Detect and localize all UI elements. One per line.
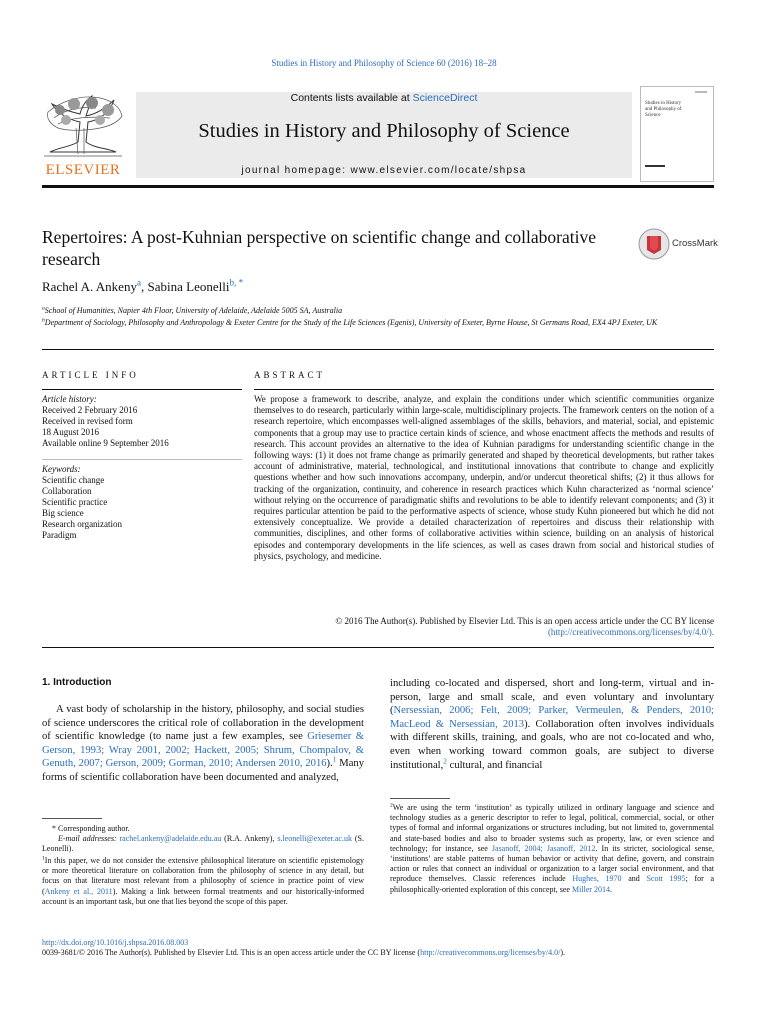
affiliation-mark: a <box>42 305 45 312</box>
footnote-2 <box>390 803 714 895</box>
body-text: A vast body of scholarship in the history, philosophy, and social studies of science underscores the critical role of collaboration in the development of scientific knowledge (to name just a few examples, see <box>42 704 364 743</box>
crossmark-badge[interactable] <box>638 228 728 260</box>
intro-paragraph <box>42 703 364 785</box>
footnote-separator <box>390 798 450 799</box>
author-name: Rachel A. Ankeny <box>42 279 137 294</box>
footnote-text: (R.A. Ankeny), <box>221 834 278 844</box>
elsevier-wordmark: ELSEVIER <box>45 162 121 178</box>
body-text: including co-located and dispersed, short and long-term, virtual and in-person, large and small scale, and even voluntary and involuntary ( <box>390 678 714 717</box>
abstract-bottom-rule <box>42 647 714 648</box>
article-history <box>42 394 242 449</box>
issn-line <box>42 948 722 957</box>
crossmark-icon <box>638 228 670 260</box>
history-item: Available online 9 September 2016 <box>42 438 169 448</box>
citation-link[interactable]: Miller 2014 <box>571 884 610 894</box>
email-link[interactable]: s.leonelli@exeter.ac.uk <box>277 834 352 844</box>
affiliation-marker[interactable]: b, * <box>229 277 244 288</box>
citation-link[interactable]: Jasanoff, 2004; Jasanoff, 2012 <box>491 843 596 853</box>
elsevier-logo[interactable] <box>40 92 126 180</box>
footnote-text: ). Making a link between formal treatments and our historically-informed account is an important task, but one that lies beyond the scope of this paper. <box>42 886 365 906</box>
citation-link[interactable]: Nersessian, 2006; Felt, 2009; Parker, Vermeulen, & Penders, 2010; MacLeod & Nersessian, 2013 <box>390 705 714 730</box>
citation-link[interactable]: Ankeny et al., 2011 <box>44 886 113 896</box>
journal-title: Studies in History and Philosophy of Science <box>198 120 570 142</box>
citation-link[interactable]: Hughes, 1970 <box>572 874 622 884</box>
keywords-label: Keywords: <box>42 464 81 474</box>
footnote-marker[interactable]: 2 <box>443 756 447 766</box>
author-list: Rachel A. Ankeny$^a$, Sabina Leonelli$^{b, *}$ <box>42 277 244 294</box>
keyword: Scientific change <box>42 475 105 485</box>
contents-line <box>136 92 632 104</box>
footnote-text: . <box>609 884 612 894</box>
section-heading-introduction: 1. Introduction <box>42 677 112 688</box>
keyword: Big science <box>42 508 84 518</box>
keyword: Paradigm <box>42 530 77 540</box>
footnote-text: and <box>621 874 647 884</box>
journal-homepage[interactable]: journal homepage: www.elsevier.com/locate/shpsa <box>241 165 527 176</box>
corresponding-author-note <box>42 824 364 855</box>
affiliation-b <box>42 317 672 328</box>
history-label: Article history: <box>42 394 97 404</box>
history-item: Received 2 February 2016 <box>42 405 138 415</box>
crossmark-label: CrossMark <box>672 238 718 249</box>
affiliation-text: Department of Sociology, Philosophy and Anthropology & Exeter Centre for the Study of the Life Sciences (Egenis), University of Exeter, Byrne House, St Germans Road, EX4 4PJ Exeter, UK <box>44 318 658 327</box>
doi-link[interactable]: http://dx.doi.org/10.1016/j.shpsa.2016.08.003 <box>42 938 189 947</box>
citation-link[interactable]: Griesemer & Gerson, 1993; Wray 2001, 2002; Hackett, 2005; Shrum, Chompalov, & Genuth, 2007; Gerson, 2009; Gorman, 2010; Andersen 2010, 2016 <box>42 731 364 770</box>
affiliation-a <box>42 305 672 316</box>
footnote-text: We are using the term ‘institution’ as typically utilized in ordinary language and science and technology studies as a generic descriptor to refer to legal, political, commercial, social, or other types of formal and informal organizations or structures including, but not limited to, governmental and state-based bodies and also to broader systems such as property, law, or even science and technology; for instance, see <box>390 803 714 853</box>
title-rule <box>42 349 714 350</box>
abstract-rule <box>254 389 714 390</box>
footnote-text: In this paper, we do not consider the extensive philosophical literature on scientific epistemology or more theoretical literature on collaboration from the philosophy of science in any detail, but focus on that literature most relevant from a philosophy of science in practice point of view ( <box>42 856 364 896</box>
history-item: 18 August 2016 <box>42 427 100 437</box>
cover-stripe <box>645 165 665 167</box>
footnote-text: Corresponding author. <box>58 824 130 833</box>
keyword: Collaboration <box>42 486 92 496</box>
footnote-mark: 1 <box>42 855 45 862</box>
license-link[interactable]: http://creativecommons.org/licenses/by/4.0/ <box>420 948 561 957</box>
email-label: E-mail addresses: <box>58 834 117 844</box>
affiliation-text: School of Humanities, Napier 4th Floor, University of Adelaide, Adelaide 5005 SA, Australia <box>44 306 343 315</box>
article-info-heading: ARTICLE INFO <box>42 370 139 380</box>
footnote-text: . In its stricter, sociological sense, ‘institutions’ are stable patterns of human behavior or activity that define, govern, and constrain action or rules that connect an individual or organization to a larger social environment, and that reproduce themselves. Classic references include <box>390 843 714 884</box>
footnote-1 <box>42 856 364 907</box>
cover-corner-mark <box>695 91 707 93</box>
copyright-line <box>254 616 714 638</box>
affiliation-marker[interactable]: a <box>136 277 142 288</box>
license-link[interactable]: (http://creativecommons.org/licenses/by/4.0/). <box>547 627 714 638</box>
body-text: ). <box>326 758 333 770</box>
article-info-rule <box>42 389 242 390</box>
issn-text: 0039-3681/© 2016 The Author(s). Published by Elsevier Ltd. This is an open access article under the CC BY license ( <box>42 948 421 957</box>
citation-link[interactable]: Scott 1995 <box>646 874 686 884</box>
footnote-mark: * <box>52 824 56 833</box>
abstract-heading: ABSTRACT <box>254 370 326 380</box>
copyright-text: © 2016 The Author(s). Published by Elsevier Ltd. This is an open access article under the CC BY license <box>335 616 714 626</box>
history-item: Received in revised form <box>42 416 133 426</box>
footnote-text: (S. Leonelli). <box>42 834 364 854</box>
author-name: Sabina Leonelli <box>147 279 230 294</box>
footnote-separator <box>42 818 102 819</box>
body-text: Many forms of scientific collaboration have been documented and analyzed, <box>42 758 364 783</box>
footnote-marker[interactable]: 1 <box>332 754 337 764</box>
intro-paragraph-continued <box>390 677 714 772</box>
keyword: Research organization <box>42 519 123 529</box>
running-head[interactable]: Studies in History and Philosophy of Science 60 (2016) 18–28 <box>271 58 497 68</box>
body-text: ). Collaboration often involves individuals with different skills, training, and goals, who are not co-located and who, even when working toward common goals, are subject to diverse institutional, <box>390 718 714 771</box>
header-rule <box>42 185 714 188</box>
body-text: cultural, and financial <box>446 759 543 771</box>
affiliation-mark: b <box>42 317 45 324</box>
abstract-text: We propose a framework to describe, analyze, and explain the conditions under which scientific communities organize themselves to do research, particularly within large-scale, multidisciplinary projects. The framework centers on the notion of a research repertoire, which encompasses well-aligned assemblages of the skills, behaviors, and material, social, and epistemic components that a group may use to practice certain kinds of science, and whose enactment affects the methods and results of research. This account provides an alternative to the idea of Kuhnian paradigms for understanding scientific change in the following ways: (1) it does not frame change as primarily generated and shaped by theoretical developments, but rather takes account of administrative, material, technological, and institutional innovations that contribute to change and explicitly questions whether and how such innovations accompany, underpin, and/or undercut theoretical shifts; (2) it thus allows for tracking of the organization, continuity, and coherence in research practices which Kuhn characterized as ‘normal science’ without relying on the occurrence of paradigmatic shifts and revolutions to be able to identify relevant components; and (3) it requires particular attention be paid to the performative aspects of science, whose study Kuhn pioneered but which he did not extensively conceptualize. We provide a detailed characterization of repertoires and discuss their relationship with communities, disciplines, and other forms of collaborative activities within science, building on an analysis of historical episodes and contemporary developments in the life sciences, as well as cases drawn from social and historical studies of physics, psychology, and medicine. <box>254 394 714 561</box>
journal-cover-thumbnail[interactable] <box>640 86 714 182</box>
footnote-mark: 2 <box>390 802 393 809</box>
cover-title: Studies in History and Philosophy of Science <box>645 101 682 118</box>
sciencedirect-link[interactable]: ScienceDirect <box>412 92 478 104</box>
keywords <box>42 464 242 541</box>
footnote-text: ; for a philosophically-oriented exploration of this concept, see <box>390 874 715 894</box>
contents-prefix: Contents lists available at <box>290 92 413 104</box>
issn-text: ). <box>560 948 566 957</box>
keyword: Scientific practice <box>42 497 108 507</box>
keywords-rule <box>42 459 242 460</box>
email-link[interactable]: rachel.ankeny@adelaide.edu.au <box>119 834 222 844</box>
article-title: Repertoires: A post-Kuhnian perspective on scientific change and collaborative research <box>42 227 596 269</box>
